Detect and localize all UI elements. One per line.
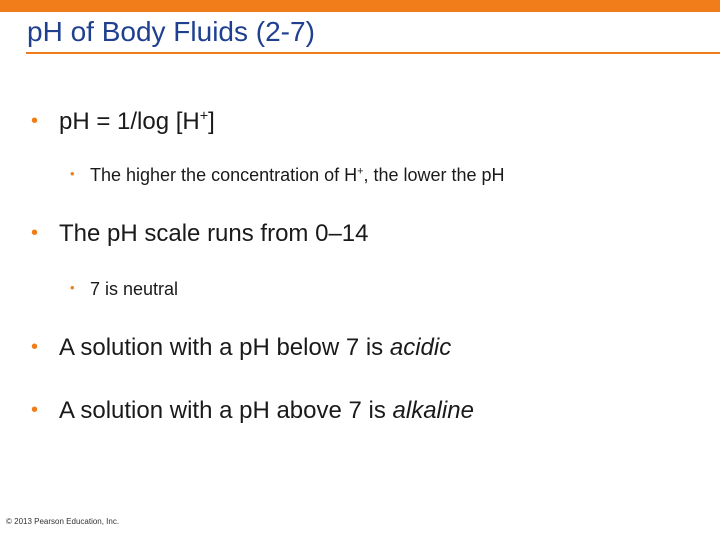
- bullet-text: pH = 1/log [H: [59, 108, 200, 135]
- bullet-dot: •: [70, 280, 75, 295]
- term-alkaline: alkaline: [392, 397, 474, 424]
- bullet-text: A solution with a pH below 7 is: [59, 334, 390, 361]
- copyright-notice: © 2013 Pearson Education, Inc.: [6, 517, 120, 526]
- bullet-text: The higher the concentration of H: [90, 165, 358, 185]
- bullet-alkaline: [31, 399, 474, 423]
- bullet-ph-scale: [31, 222, 368, 246]
- bullet-text: 7 is neutral: [90, 279, 179, 299]
- bullet-dot: •: [31, 110, 39, 132]
- bullet-dot: •: [31, 336, 39, 358]
- superscript-plus: +: [357, 165, 364, 178]
- top-accent-bar: [0, 0, 720, 12]
- bullet-text-end: , the lower the pH: [363, 165, 505, 185]
- slide-title: pH of Body Fluids (2-7): [27, 16, 315, 47]
- subbullet-neutral: [70, 280, 178, 298]
- bullet-dot: •: [31, 399, 39, 421]
- term-acidic: acidic: [389, 334, 452, 361]
- bullet-text: A solution with a pH above 7 is: [59, 397, 393, 424]
- superscript-plus: +: [199, 108, 209, 125]
- title-underline: [26, 52, 720, 54]
- bullet-dot: •: [70, 166, 75, 181]
- bullet-text: The pH scale runs from 0–14: [59, 220, 369, 247]
- bullet-ph-formula: [31, 110, 215, 134]
- bullet-text-end: ]: [208, 108, 215, 135]
- bullet-dot: •: [31, 222, 39, 244]
- subbullet-concentration: [70, 166, 505, 184]
- bullet-acidic: [31, 336, 451, 360]
